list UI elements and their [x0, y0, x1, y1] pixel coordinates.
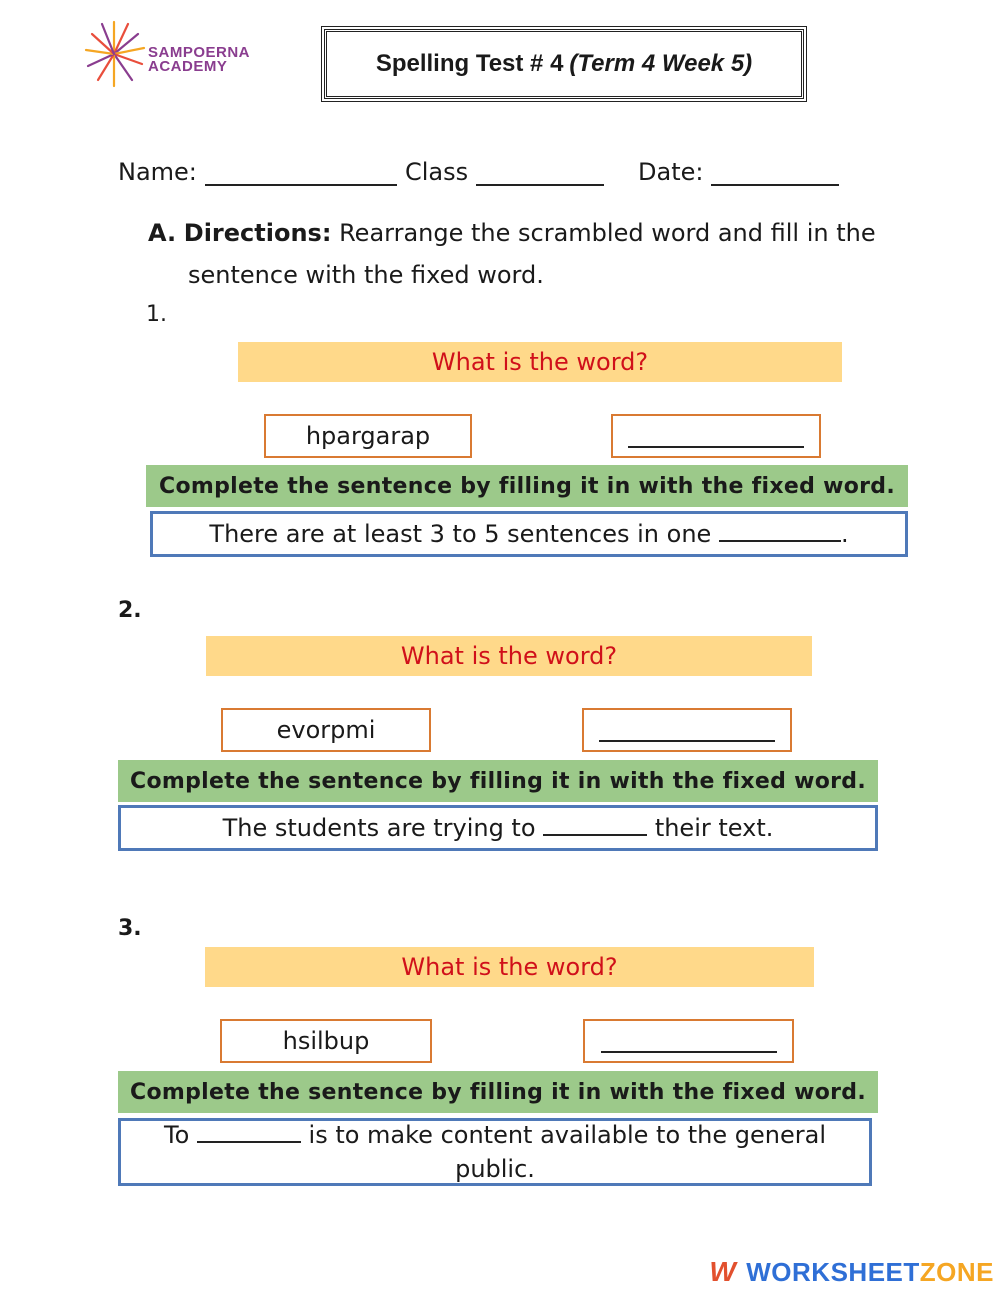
question-2-scrambled-word: evorpmi — [221, 708, 431, 752]
question-3-instruction: Complete the sentence by filling it in with the fixed word. — [118, 1071, 878, 1113]
question-3-sentence-after: is to make content available to the general public. — [308, 1121, 827, 1183]
logo-line1: SAMPOERNA — [148, 44, 251, 61]
class-field[interactable] — [405, 158, 604, 186]
worksheetzone-logo-icon: W — [709, 1256, 737, 1287]
question-3-sentence-blank[interactable] — [197, 1121, 301, 1143]
question-2-instruction: Complete the sentence by filling it in with the fixed word. — [118, 760, 878, 802]
watermark-brand-b: ZONE — [919, 1256, 994, 1287]
question-2-sentence-blank[interactable] — [543, 814, 647, 836]
question-1-sentence — [150, 511, 908, 557]
name-field[interactable] — [118, 158, 397, 186]
directions-label: Directions: — [183, 219, 332, 247]
question-3-scrambled-word: hsilbup — [220, 1019, 432, 1063]
title-term: (Term 4 Week 5) — [569, 50, 753, 77]
date-blank[interactable] — [711, 162, 839, 186]
name-label: Name: — [118, 158, 197, 186]
title-main: Spelling Test # 4 — [375, 50, 564, 77]
directions — [148, 212, 908, 296]
date-label: Date: — [638, 158, 704, 186]
question-2-sentence — [118, 805, 878, 851]
question-1-number: 1. — [146, 302, 167, 327]
school-logo — [84, 18, 264, 88]
question-2-number: 2. — [118, 598, 142, 623]
question-1-prompt: What is the word? — [238, 342, 842, 382]
date-field[interactable] — [638, 158, 839, 186]
question-2-sentence-before: The students are trying to — [222, 814, 536, 842]
question-3-number: 3. — [118, 916, 142, 941]
logo-line2: ACADEMY — [148, 58, 228, 75]
question-2-prompt: What is the word? — [206, 636, 812, 676]
class-label: Class — [405, 158, 469, 186]
directions-text-line1: Rearrange the scrambled word and fill in the — [339, 219, 876, 247]
directions-prefix: A. — [148, 219, 177, 247]
question-3-sentence — [118, 1118, 872, 1186]
class-blank[interactable] — [476, 162, 604, 186]
question-2-sentence-after: their text. — [654, 814, 774, 842]
question-2-answer-box[interactable] — [582, 708, 792, 752]
question-3-answer-box[interactable] — [583, 1019, 794, 1063]
test-title — [324, 29, 804, 99]
worksheetzone-watermark — [709, 1256, 994, 1288]
question-1-answer-box[interactable] — [611, 414, 821, 458]
question-3-sentence-before: To — [163, 1121, 190, 1149]
watermark-brand-a: WORKSHEET — [746, 1256, 920, 1287]
question-1-sentence-blank[interactable] — [719, 520, 841, 542]
question-3-prompt: What is the word? — [205, 947, 814, 987]
starburst-logo-icon — [84, 18, 148, 88]
question-1-sentence-before: There are at least 3 to 5 sentences in one — [209, 520, 712, 548]
question-1-answer-blank[interactable] — [628, 424, 804, 448]
directions-text-line2: sentence with the fixed word. — [188, 261, 544, 289]
question-1-sentence-after: . — [840, 520, 849, 548]
name-blank[interactable] — [205, 162, 397, 186]
question-3-answer-blank[interactable] — [601, 1029, 777, 1053]
question-2-answer-blank[interactable] — [599, 718, 775, 742]
question-1-scrambled-word: hpargarap — [264, 414, 472, 458]
question-1-instruction: Complete the sentence by filling it in with the fixed word. — [146, 465, 908, 507]
